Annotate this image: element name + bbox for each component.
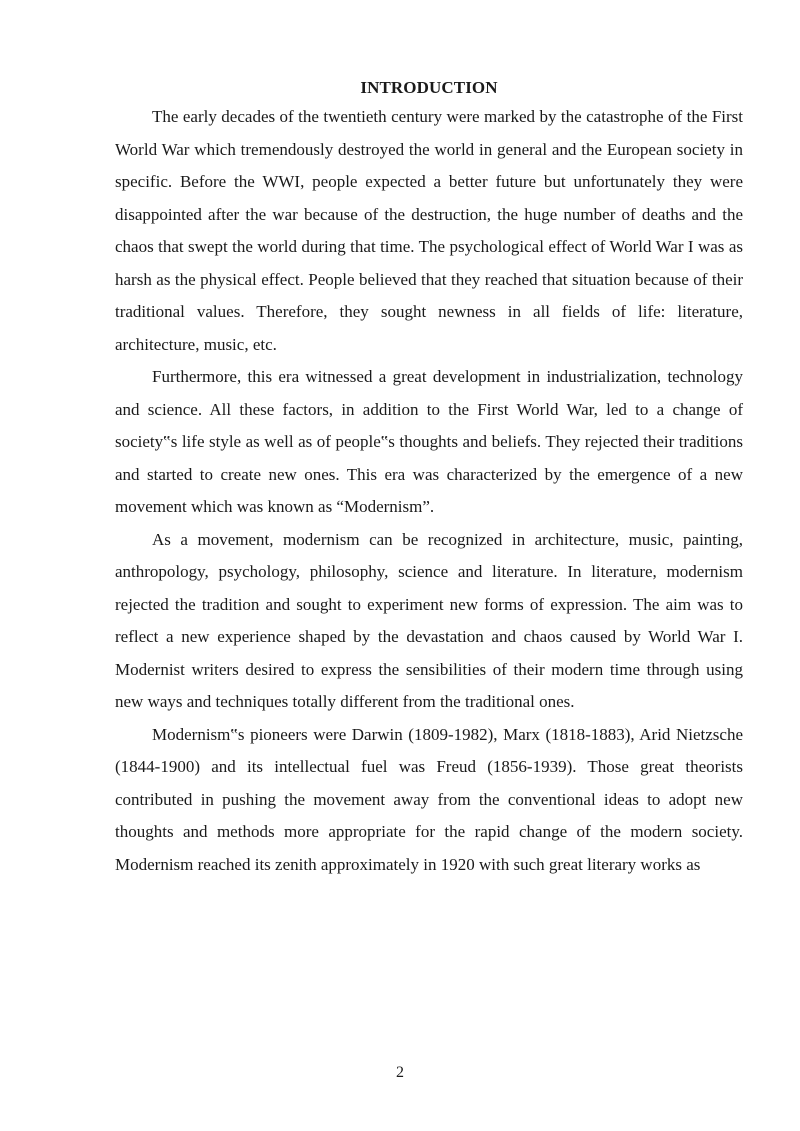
paragraph-2: Furthermore, this era witnessed a great development in industrialization, technology and science. All these factors, in addition to the First World War, led to a change of society‟s life style as well as of people‟s thoughts and beliefs. They rejected their traditions and started to create new ones. This era was characterized by the emergence of a new movement which was known as “Modernism”.	[115, 367, 743, 516]
paragraph-3: As a movement, modernism can be recognized in architecture, music, painting, anthropology, psychology, philosophy, science and literature. In literature, modernism rejected the tradition and sought to experiment new forms of expression. The aim was to reflect a new experience shaped by the devastation and chaos caused by World War I. Modernist writers desired to express the sensibilities of their modern time through using new ways and techniques totally different from the traditional ones.	[115, 529, 743, 711]
page-number: 2	[396, 1064, 404, 1081]
paragraph-1: The early decades of the twentieth century were marked by the catastrophe of the First World War which tremendously destroyed the world in general and the European society in specific. Before the WWI, people expected a better future but unfortunately they were disappointed after the war because of the destruction, the huge number of deaths and the chaos that swept the world during that time. The psychological effect of World War I was as harsh as the physical effect. People believed that they reached that situation because of their traditional values. Therefore, they sought newness in all fields of life: literature, architecture, music, etc.	[115, 107, 743, 354]
paragraph-4: Modernism‟s pioneers were Darwin (1809-1982), Marx (1818-1883), Arid Nietzsche (1844-1900) and its intellectual fuel was Freud (1856-1939). Those great theorists contributed in pushing the movement away from the conventional ideas to adopt new thoughts and methods more appropriate for the rapid change of the modern society. Modernism reached its zenith approximately in 1920 with such great literary works as	[115, 724, 743, 874]
document-page	[115, 76, 743, 881]
section-heading: INTRODUCTION	[360, 78, 498, 97]
